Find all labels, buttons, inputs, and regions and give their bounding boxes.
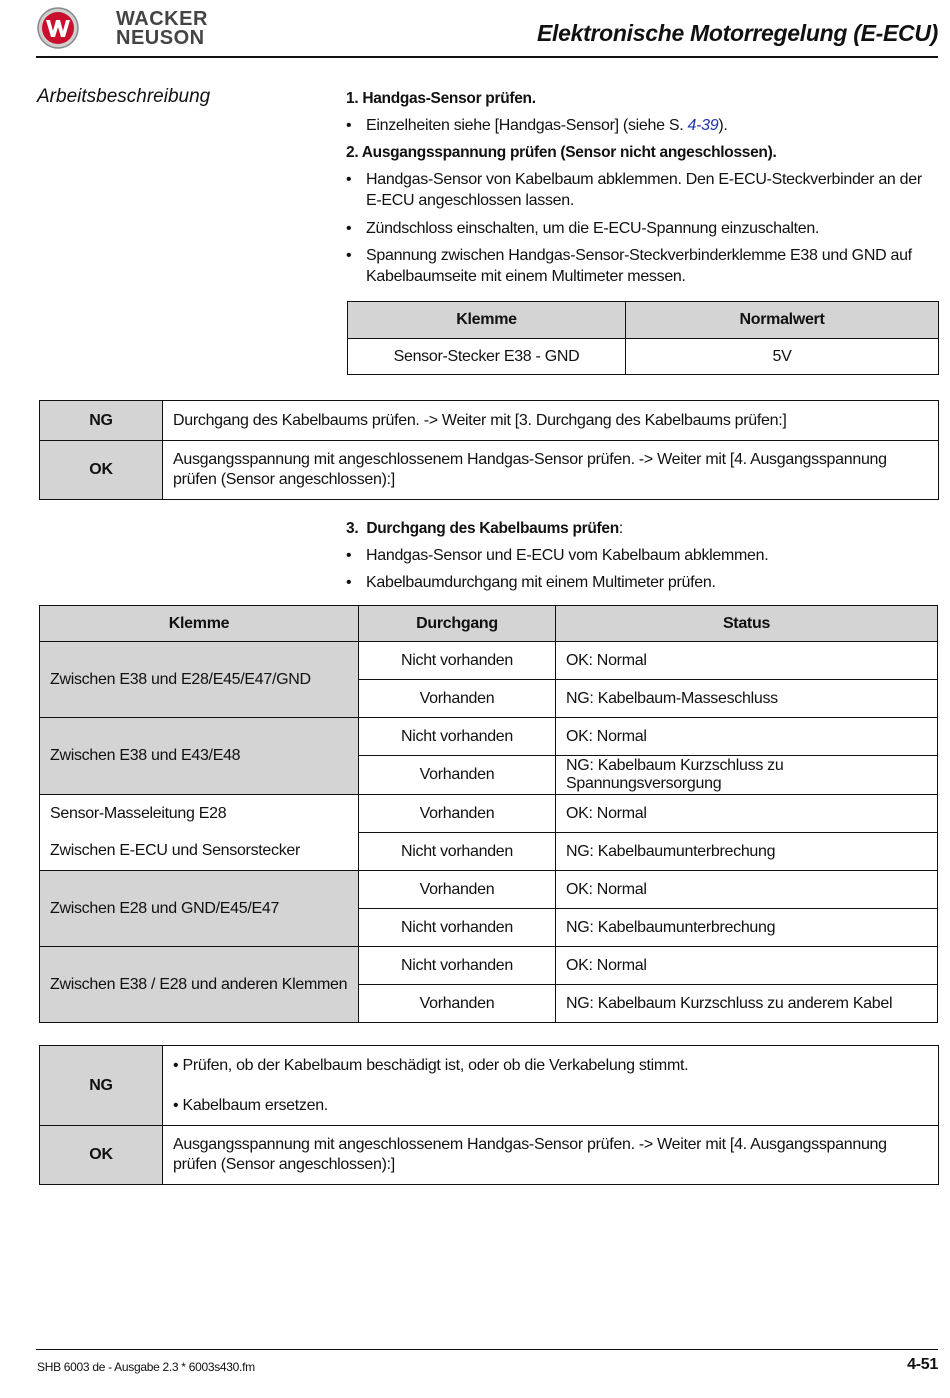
bullet-dot: •: [346, 117, 352, 134]
step-3-bullet-1-text: Handgas-Sensor und E-ECU vom Kabelbaum abklemmen.: [366, 547, 769, 564]
status-cell: OK: Normal: [556, 642, 938, 680]
step-2-title: 2. Ausgangsspannung prüfen (Sensor nicht angeschlossen).: [346, 144, 777, 161]
step-3-number: 3.: [346, 520, 359, 537]
bullet-dot: •: [346, 247, 352, 264]
step-1-bullet: [346, 115, 926, 136]
bullet-dot: •: [346, 547, 352, 564]
durchgang-cell: Nicht vorhanden: [359, 947, 556, 985]
section-heading: Arbeitsbeschreibung: [37, 86, 211, 107]
page-header: [0, 0, 950, 60]
table-row: [40, 795, 938, 833]
brand-line-1: WACKER: [116, 8, 208, 30]
klemme-cell: Sensor-Masseleitung E28: [40, 795, 359, 833]
header-divider: [36, 56, 938, 58]
status-cell: NG: Kabelbaum Kurzschluss zu anderem Kabel: [556, 985, 938, 1023]
brand-line-2: NEUSON: [116, 27, 205, 49]
footer-divider: [36, 1349, 938, 1350]
step-3-title-text: Durchgang des Kabelbaums prüfen: [366, 520, 619, 537]
bullet-dot: •: [346, 574, 352, 591]
table-cell-normalwert: 5V: [626, 339, 939, 375]
table-row: [40, 833, 938, 871]
ok-label: OK: [40, 1126, 163, 1185]
klemme-cell: Zwischen E28 und GND/E45/E47: [40, 871, 359, 947]
ok-text: Ausgangsspannung mit angeschlossenem Handgas-Sensor prüfen. -> Weiter mit [4. Ausgangsspannung prüfen (Sensor angeschlossen):]: [163, 441, 939, 500]
step-2-bullet-3-text: Spannung zwischen Handgas-Sensor-Steckverbinderklemme E38 und GND auf Kabelbaumseite mit einem Multimeter messen.: [366, 247, 912, 285]
ng-bullet-1-text: Prüfen, ob der Kabelbaum beschädigt ist, oder ob die Verkabelung stimmt.: [182, 1056, 689, 1074]
step-2-bullet-3: [346, 245, 926, 287]
column-header-status: Status: [556, 606, 938, 642]
step-3-bullet-1: [346, 545, 926, 566]
ok-label: OK: [40, 441, 163, 500]
status-cell: NG: Kabelbaumunterbrechung: [556, 833, 938, 871]
column-header-klemme: Klemme: [40, 606, 359, 642]
page-title: Elektronische Motorregelung (E-ECU): [537, 20, 938, 46]
ng-label: NG: [40, 401, 163, 441]
status-cell: NG: Kabelbaum Kurzschluss zu Spannungsversorgung: [556, 756, 938, 795]
column-header-normalwert: Normalwert: [626, 302, 939, 339]
step-1-bullet-text: Einzelheiten siehe [Handgas-Sensor] (siehe S.: [366, 117, 688, 134]
column-header-klemme: Klemme: [348, 302, 626, 339]
table-cell-klemme: Sensor-Stecker E38 - GND: [348, 339, 626, 375]
durchgang-cell: Nicht vorhanden: [359, 718, 556, 756]
status-cell: NG: Kabelbaum-Masseschluss: [556, 680, 938, 718]
page-reference-link[interactable]: 4-39: [687, 117, 719, 134]
durchgang-cell: Nicht vorhanden: [359, 909, 556, 947]
durchgang-cell: Vorhanden: [359, 756, 556, 795]
durchgang-cell: Vorhanden: [359, 680, 556, 718]
step-2-bullet-2: [346, 218, 926, 239]
column-header-durchgang: Durchgang: [359, 606, 556, 642]
step-1-title: 1. Handgas-Sensor prüfen.: [346, 90, 536, 107]
step-1-bullet-suffix: ).: [718, 117, 728, 134]
result-table-1: [39, 400, 939, 500]
step-3-colon: :: [618, 520, 623, 537]
durchgang-cell: Nicht vorhanden: [359, 833, 556, 871]
klemme-cell: Zwischen E38 / E28 und anderen Klemmen: [40, 947, 359, 1023]
result-table-2: [39, 1045, 939, 1185]
ng-bullet-1: • Prüfen, ob der Kabelbaum beschädigt ist, oder ob die Verkabelung stimmt.: [173, 1056, 689, 1074]
status-cell: OK: Normal: [556, 947, 938, 985]
ng-bullet-2-text: Kabelbaum ersetzen.: [182, 1096, 328, 1114]
step-2-bullet-1: [346, 169, 926, 211]
brand-logo: [36, 6, 226, 50]
step-3-bullet-2-text: Kabelbaumdurchgang mit einem Multimeter prüfen.: [366, 574, 716, 591]
bullet-dot: •: [346, 220, 352, 237]
durchgang-cell: Nicht vorhanden: [359, 642, 556, 680]
durchgang-cell: Vorhanden: [359, 871, 556, 909]
brand-wordmark: [116, 10, 208, 48]
klemme-cell: Zwischen E-ECU und Sensorstecker: [40, 833, 359, 871]
ng-label: NG: [40, 1046, 163, 1126]
table-row: [40, 642, 938, 680]
ng-bullet-2: • Kabelbaum ersetzen.: [173, 1096, 328, 1114]
status-cell: NG: Kabelbaumunterbrechung: [556, 909, 938, 947]
step-3-bullet-2: [346, 572, 926, 593]
footer-document-info: SHB 6003 de - Ausgabe 2.3 * 6003s430.fm: [37, 1360, 255, 1374]
continuity-table: [39, 605, 938, 1023]
step-3-title: [346, 518, 623, 539]
table-row: [40, 871, 938, 909]
ng-text: Durchgang des Kabelbaums prüfen. -> Weiter mit [3. Durchgang des Kabelbaums prüfen:]: [163, 401, 939, 441]
bullet-dot: •: [346, 171, 352, 188]
ng-cell: [163, 1046, 939, 1126]
wacker-neuson-logo-icon: [36, 6, 80, 50]
step-2-bullet-2-text: Zündschloss einschalten, um die E-ECU-Spannung einzuschalten.: [366, 220, 820, 237]
ok-text: Ausgangsspannung mit angeschlossenem Handgas-Sensor prüfen. -> Weiter mit [4. Ausgangsspannung prüfen (Sensor angeschlossen):]: [163, 1126, 939, 1185]
table-row: [40, 947, 938, 985]
status-cell: OK: Normal: [556, 871, 938, 909]
table-row: [40, 718, 938, 756]
durchgang-cell: Vorhanden: [359, 985, 556, 1023]
normal-value-table: [347, 301, 939, 375]
status-cell: OK: Normal: [556, 795, 938, 833]
status-cell: OK: Normal: [556, 718, 938, 756]
page-number: 4-51: [907, 1356, 938, 1373]
durchgang-cell: Vorhanden: [359, 795, 556, 833]
klemme-cell: Zwischen E38 und E28/E45/E47/GND: [40, 642, 359, 718]
klemme-cell: Zwischen E38 und E43/E48: [40, 718, 359, 795]
step-2-bullet-1-text: Handgas-Sensor von Kabelbaum abklemmen. Den E-ECU-Steckverbinder an der E-ECU angeschlossen lassen.: [366, 171, 922, 209]
